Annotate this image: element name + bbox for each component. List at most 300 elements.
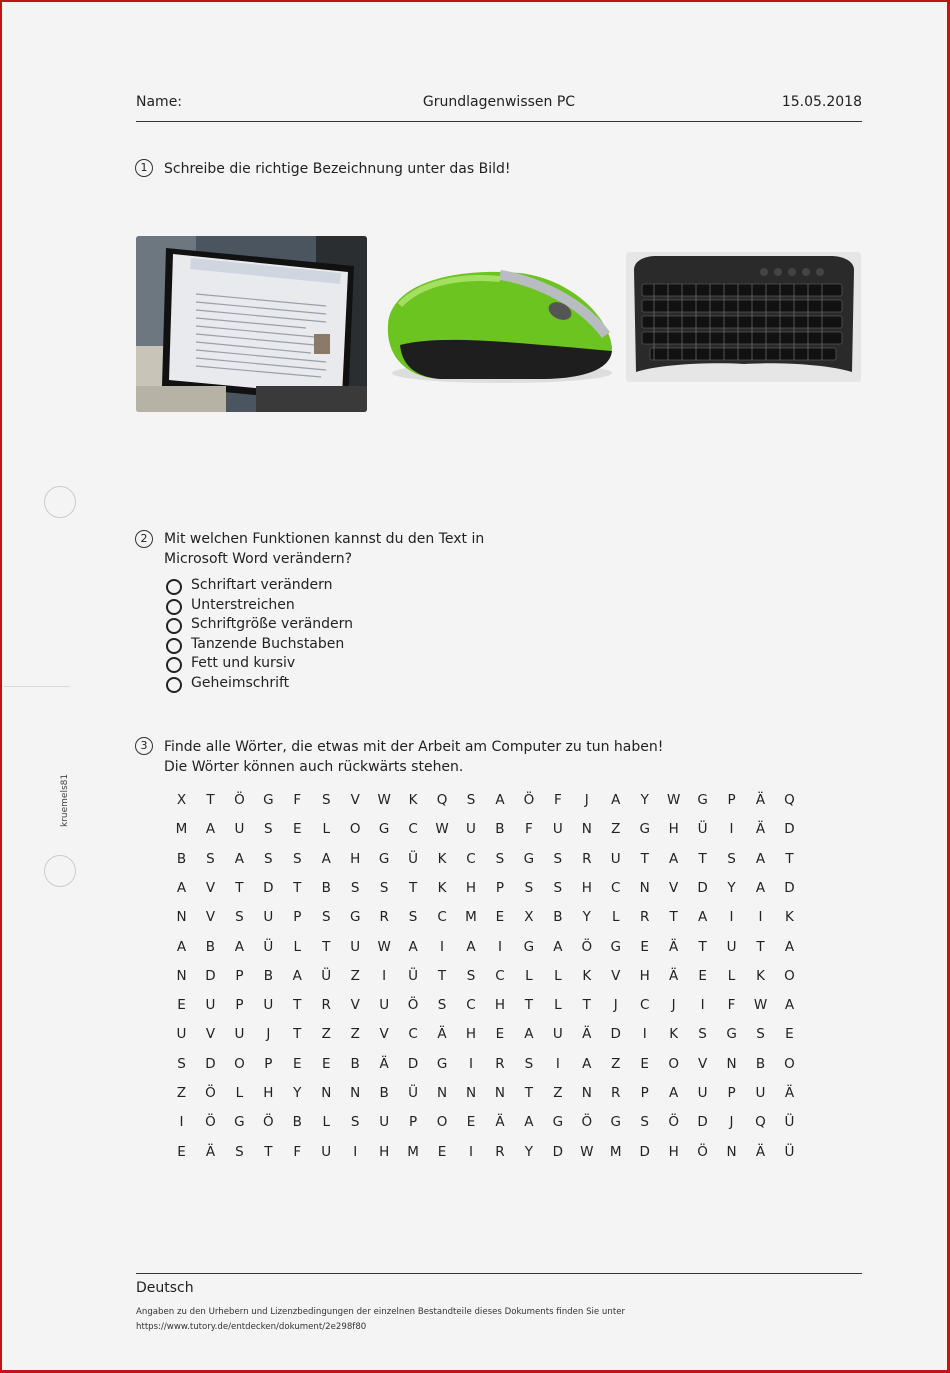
grid-letter[interactable]: T [524, 997, 534, 1014]
grid-letter[interactable]: G [610, 1114, 621, 1131]
grid-letter[interactable]: H [465, 879, 477, 896]
grid-letter[interactable]: S [321, 909, 331, 926]
grid-letter[interactable]: Z [350, 1026, 360, 1043]
grid-letter[interactable]: W [377, 792, 391, 808]
grid-letter[interactable]: S [350, 1114, 360, 1131]
radio-circle-icon[interactable] [166, 618, 182, 634]
grid-letter[interactable]: L [727, 967, 736, 984]
grid-letter[interactable]: Z [553, 1085, 563, 1101]
grid-letter[interactable]: A [669, 1085, 679, 1101]
grid-letter[interactable]: I [382, 967, 387, 984]
grid-letter[interactable]: Ü [784, 1114, 795, 1131]
grid-letter[interactable]: A [466, 938, 476, 955]
grid-letter[interactable]: S [321, 792, 331, 808]
grid-letter[interactable]: G [349, 909, 361, 926]
grid-letter[interactable]: T [698, 938, 707, 955]
grid-letter[interactable]: S [553, 850, 563, 867]
task2-number: 2 [135, 530, 153, 548]
grid-letter[interactable]: B [553, 909, 563, 926]
grid-letter[interactable]: Ö [234, 792, 245, 808]
grid-letter[interactable]: G [523, 938, 535, 955]
grid-letter[interactable]: U [610, 850, 621, 867]
grid-letter[interactable]: Ä [669, 938, 679, 955]
grid-letter[interactable]: N [639, 879, 650, 896]
grid-letter[interactable]: M [609, 1143, 622, 1160]
grid-letter[interactable]: C [437, 909, 447, 926]
grid-letter[interactable]: V [350, 997, 360, 1014]
grid-letter[interactable]: B [205, 938, 216, 955]
grid-letter[interactable]: P [235, 997, 244, 1014]
grid-letter[interactable]: S [698, 1026, 707, 1043]
grid-letter[interactable]: T [698, 850, 707, 867]
grid-letter[interactable]: N [581, 1085, 592, 1101]
grid-letter[interactable]: W [753, 997, 768, 1014]
grid-letter[interactable]: N [321, 1085, 332, 1101]
grid-letter[interactable]: I [700, 997, 705, 1014]
grid-letter[interactable]: T [235, 879, 244, 896]
grid-letter[interactable]: U [726, 938, 737, 955]
grid-letter[interactable]: Q [784, 792, 795, 808]
grid-letter[interactable]: I [353, 1143, 358, 1160]
grid-letter[interactable]: E [640, 938, 649, 955]
grid-letter[interactable]: V [697, 1055, 708, 1072]
grid-letter[interactable]: I [642, 1026, 647, 1043]
grid-letter[interactable]: F [293, 792, 302, 808]
grid-letter[interactable]: X [524, 909, 534, 926]
grid-letter[interactable]: I [440, 938, 445, 955]
grid-letter[interactable]: Ü [697, 821, 708, 838]
grid-letter[interactable]: D [784, 821, 795, 838]
grid-letter[interactable]: I [758, 909, 763, 926]
grid-letter[interactable]: U [552, 1026, 563, 1043]
grid-letter[interactable]: O [234, 1055, 245, 1072]
grid-letter[interactable]: Ä [669, 967, 679, 984]
grid-letter[interactable]: E [640, 1055, 649, 1072]
grid-letter[interactable]: R [611, 1085, 621, 1101]
grid-letter[interactable]: Ö [668, 1114, 679, 1131]
grid-letter[interactable]: V [205, 909, 216, 926]
grid-letter[interactable]: S [264, 850, 273, 867]
grid-letter[interactable]: Ö [581, 938, 593, 955]
grid-letter[interactable]: Ä [495, 1114, 505, 1131]
grid-letter[interactable]: H [263, 1085, 274, 1101]
grid-letter[interactable]: K [785, 909, 794, 926]
grid-letter[interactable]: T [293, 1026, 302, 1043]
grid-letter[interactable]: L [322, 821, 331, 838]
grid-letter[interactable]: Ü [784, 1143, 795, 1160]
grid-letter[interactable]: U [697, 1085, 708, 1101]
grid-letter[interactable]: P [409, 1114, 418, 1131]
grid-letter[interactable]: L [554, 997, 562, 1014]
grid-letter[interactable]: R [379, 909, 389, 926]
grid-letter[interactable]: Z [176, 1085, 187, 1101]
grid-letter[interactable]: L [235, 1085, 244, 1101]
grid-letter[interactable]: S [235, 1143, 244, 1160]
grid-letter[interactable]: K [669, 1026, 679, 1043]
grid-letter[interactable]: P [293, 909, 302, 926]
grid-letter[interactable]: L [293, 938, 302, 955]
grid-letter[interactable]: B [321, 879, 331, 896]
grid-letter[interactable]: A [582, 1055, 592, 1072]
grid-letter[interactable]: V [205, 879, 216, 896]
grid-letter[interactable]: C [611, 879, 621, 896]
grid-letter[interactable]: W [377, 938, 391, 955]
grid-letter[interactable]: G [726, 1026, 737, 1043]
grid-letter[interactable]: G [697, 792, 708, 808]
grid-letter[interactable]: I [179, 1114, 184, 1131]
grid-letter[interactable]: M [407, 1143, 419, 1160]
grid-letter[interactable]: A [755, 850, 766, 867]
grid-letter[interactable]: A [611, 792, 621, 808]
grid-letter[interactable]: Ö [697, 1143, 708, 1160]
grid-letter[interactable]: A [697, 909, 708, 926]
grid-row [167, 1144, 807, 1164]
grid-letter[interactable]: R [639, 909, 650, 926]
grid-letter[interactable]: A [495, 792, 505, 808]
grid-letter[interactable]: Z [350, 967, 360, 984]
grid-letter[interactable]: U [205, 997, 216, 1014]
grid-letter[interactable]: G [436, 1055, 448, 1072]
grid-letter[interactable]: R [495, 1055, 505, 1072]
grid-letter[interactable]: Ä [755, 1143, 766, 1160]
grid-letter[interactable]: U [263, 909, 274, 926]
grid-letter[interactable]: J [671, 997, 676, 1014]
grid-letter[interactable]: S [408, 909, 418, 926]
grid-letter[interactable]: T [322, 938, 331, 955]
grid-letter[interactable]: U [263, 997, 274, 1014]
grid-letter[interactable]: E [437, 1143, 447, 1160]
grid-letter[interactable]: Ö [523, 792, 535, 808]
grid-letter[interactable]: N [176, 909, 187, 926]
grid-letter[interactable]: Ö [205, 1085, 216, 1101]
grid-letter[interactable]: F [293, 1143, 302, 1160]
license-note-line1: Angaben zu den Urhebern und Lizenzbedingungen der einzelnen Bestandteile dieses Dokuments finden Sie unter [136, 1307, 626, 1317]
grid-letter[interactable]: G [639, 821, 650, 838]
grid-letter[interactable]: G [234, 1114, 245, 1131]
grid-letter[interactable]: T [524, 1085, 534, 1101]
grid-letter[interactable]: L [322, 1114, 331, 1131]
grid-letter[interactable]: S [524, 1055, 534, 1072]
grid-letter[interactable]: Y [727, 879, 736, 896]
grid-letter[interactable]: N [350, 1085, 361, 1101]
grid-letter[interactable]: S [264, 821, 273, 838]
grid-letter[interactable]: H [350, 850, 361, 867]
grid-letter[interactable]: H [465, 1026, 477, 1043]
grid-letter[interactable]: S [524, 879, 534, 896]
grid-letter[interactable]: N [726, 1055, 737, 1072]
grid-letter[interactable]: E [293, 821, 302, 838]
grid-letter[interactable]: D [610, 1026, 621, 1043]
grid-letter[interactable]: L [611, 909, 620, 926]
grid-letter[interactable]: T [293, 997, 302, 1014]
grid-letter[interactable]: D [697, 879, 708, 896]
grid-letter[interactable]: Z [611, 1055, 621, 1072]
grid-letter[interactable]: T [437, 967, 447, 984]
grid-letter[interactable]: K [437, 850, 447, 867]
grid-letter[interactable]: A [176, 879, 187, 896]
grid-letter[interactable]: C [639, 997, 650, 1014]
grid-letter[interactable]: H [668, 821, 679, 838]
grid-letter[interactable]: Z [321, 1026, 331, 1043]
grid-letter[interactable]: P [264, 1055, 273, 1072]
fold-mark [4, 686, 70, 687]
grid-letter[interactable]: U [234, 821, 245, 838]
grid-letter[interactable]: D [205, 967, 216, 984]
grid-letter[interactable]: Q [436, 792, 448, 808]
grid-letter[interactable]: D [205, 1055, 216, 1072]
grid-letter[interactable]: V [669, 879, 679, 896]
grid-letter[interactable]: S [495, 850, 505, 867]
grid-letter[interactable]: A [755, 879, 766, 896]
grid-letter[interactable]: I [469, 1055, 473, 1072]
grid-letter[interactable]: S [206, 850, 215, 867]
grid-letter[interactable]: A [234, 938, 245, 955]
grid-letter[interactable]: L [554, 967, 562, 984]
grid-letter[interactable]: R [321, 997, 331, 1014]
grid-letter[interactable]: S [466, 792, 476, 808]
grid-letter[interactable]: R [582, 850, 592, 867]
grid-letter[interactable]: G [263, 792, 274, 808]
grid-letter[interactable]: A [784, 938, 795, 955]
grid-letter[interactable]: T [756, 938, 765, 955]
radio-circle-icon[interactable] [166, 638, 182, 654]
grid-letter[interactable]: G [378, 850, 390, 867]
grid-letter[interactable]: G [378, 821, 390, 838]
grid-letter[interactable]: M [465, 909, 477, 926]
grid-letter[interactable]: A [784, 997, 795, 1014]
grid-letter[interactable]: T [264, 1143, 273, 1160]
grid-letter[interactable]: S [379, 879, 389, 896]
grid-letter[interactable]: D [784, 879, 795, 896]
grid-letter[interactable]: N [465, 1085, 477, 1101]
grid-letter[interactable]: U [321, 1143, 332, 1160]
grid-letter[interactable]: B [495, 821, 505, 838]
grid-letter[interactable]: P [727, 1085, 736, 1101]
radio-circle-icon[interactable] [166, 599, 182, 615]
grid-letter[interactable]: Ü [263, 938, 274, 955]
grid-letter[interactable]: A [524, 1114, 534, 1131]
grid-letter[interactable]: K [582, 967, 592, 984]
grid-letter[interactable]: Ö [581, 1114, 593, 1131]
grid-letter[interactable]: U [466, 821, 476, 838]
grid-letter[interactable]: Ä [784, 1085, 795, 1101]
grid-letter[interactable]: A [321, 850, 331, 867]
grid-letter[interactable]: D [263, 879, 274, 896]
grid-row [167, 1085, 807, 1105]
grid-letter[interactable]: W [666, 792, 681, 808]
grid-letter[interactable]: I [469, 1143, 473, 1160]
grid-letter[interactable]: N [581, 821, 592, 838]
grid-letter[interactable]: Ä [755, 792, 766, 808]
grid-letter[interactable]: P [640, 1085, 649, 1101]
grid-letter[interactable]: C [495, 967, 505, 984]
grid-letter[interactable]: D [407, 1055, 419, 1072]
grid-letter[interactable]: J [729, 1114, 734, 1131]
grid-letter[interactable]: I [555, 1055, 560, 1072]
grid-letter[interactable]: Ü [408, 1085, 419, 1101]
grid-letter[interactable]: S [437, 997, 447, 1014]
grid-letter[interactable]: O [349, 821, 361, 838]
grid-letter[interactable]: S [235, 909, 244, 926]
grid-letter[interactable]: N [726, 1143, 737, 1160]
grid-letter[interactable]: V [611, 967, 621, 984]
grid-letter[interactable]: K [437, 879, 447, 896]
grid-letter[interactable]: U [379, 1114, 390, 1131]
grid-letter[interactable]: J [266, 1026, 271, 1043]
grid-letter[interactable]: T [669, 909, 678, 926]
grid-letter[interactable]: U [755, 1085, 766, 1101]
grid-letter[interactable]: C [466, 997, 476, 1014]
grid-letter[interactable]: A [176, 938, 187, 955]
grid-letter[interactable]: P [235, 967, 244, 984]
grid-letter[interactable]: W [435, 821, 449, 838]
grid-letter[interactable]: K [408, 792, 418, 808]
grid-letter[interactable]: Q [755, 1114, 766, 1131]
grid-letter[interactable]: T [408, 879, 418, 896]
grid-letter[interactable]: I [729, 821, 734, 838]
grid-letter[interactable]: L [525, 967, 533, 984]
grid-letter[interactable]: S [293, 850, 302, 867]
grid-letter[interactable]: O [784, 967, 795, 984]
grid-letter[interactable]: A [553, 938, 563, 955]
grid-letter[interactable]: U [176, 1026, 187, 1043]
grid-letter[interactable]: Y [640, 792, 649, 808]
grid-letter[interactable]: J [613, 997, 618, 1014]
grid-letter[interactable]: G [552, 1114, 564, 1131]
grid-letter[interactable]: B [350, 1055, 360, 1072]
grid-letter[interactable]: E [785, 1026, 794, 1043]
grid-letter[interactable]: Y [524, 1143, 534, 1160]
license-note-url: https://www.tutory.de/entdecken/dokument/2e298f80 [136, 1322, 367, 1332]
grid-letter[interactable]: W [580, 1143, 594, 1160]
grid-letter[interactable]: V [205, 1026, 216, 1043]
grid-letter[interactable]: E [698, 967, 707, 984]
grid-letter[interactable]: S [756, 1026, 765, 1043]
grid-letter[interactable]: F [727, 997, 736, 1014]
grid-letter[interactable]: U [379, 997, 390, 1014]
grid-letter[interactable]: U [552, 821, 563, 838]
grid-letter[interactable]: Y [293, 1085, 302, 1101]
grid-letter[interactable]: T [206, 792, 215, 808]
grid-letter[interactable]: N [176, 967, 187, 984]
grid-letter[interactable]: D [639, 1143, 650, 1160]
grid-letter[interactable]: F [525, 821, 533, 838]
grid-letter[interactable]: R [495, 1143, 505, 1160]
grid-letter[interactable]: C [466, 850, 476, 867]
grid-letter[interactable]: B [176, 850, 187, 867]
grid-letter[interactable]: Ö [263, 1114, 274, 1131]
grid-letter[interactable]: A [205, 821, 216, 838]
grid-letter[interactable]: D [552, 1143, 564, 1160]
radio-circle-icon[interactable] [166, 657, 182, 673]
grid-letter[interactable]: I [497, 938, 502, 955]
grid-letter[interactable]: C [408, 821, 418, 838]
grid-letter[interactable]: B [263, 967, 273, 984]
grid-letter[interactable]: Ä [437, 1026, 447, 1043]
grid-letter[interactable]: S [727, 850, 736, 867]
grid-letter[interactable]: E [177, 1143, 186, 1160]
grid-letter[interactable]: J [584, 792, 589, 808]
radio-circle-icon[interactable] [166, 579, 182, 595]
grid-letter[interactable]: E [466, 1114, 476, 1131]
grid-letter[interactable]: T [582, 997, 591, 1014]
grid-letter[interactable]: Ä [205, 1143, 216, 1160]
grid-letter[interactable]: H [581, 879, 592, 896]
grid-letter[interactable]: T [785, 850, 794, 867]
grid-letter[interactable]: B [755, 1055, 766, 1072]
radio-circle-icon[interactable] [166, 677, 182, 693]
grid-letter[interactable]: E [495, 1026, 505, 1043]
grid-letter[interactable]: B [379, 1085, 389, 1101]
grid-letter[interactable]: T [640, 850, 649, 867]
grid-letter[interactable]: Ä [755, 821, 766, 838]
grid-letter[interactable]: O [436, 1114, 448, 1131]
grid-letter[interactable]: V [350, 792, 360, 808]
grid-letter[interactable]: S [177, 1055, 186, 1072]
grid-letter[interactable]: E [321, 1055, 331, 1072]
grid-letter[interactable]: Ö [205, 1114, 216, 1131]
grid-letter[interactable]: E [293, 1055, 302, 1072]
grid-letter[interactable]: Ö [407, 997, 419, 1014]
grid-letter[interactable]: Ü [321, 967, 332, 984]
grid-letter[interactable]: V [379, 1026, 389, 1043]
grid-letter[interactable]: P [727, 792, 736, 808]
grid-letter[interactable]: O [784, 1055, 795, 1072]
grid-letter[interactable]: F [553, 792, 562, 808]
grid-letter[interactable]: B [292, 1114, 302, 1131]
grid-letter[interactable]: E [177, 997, 186, 1014]
grid-letter[interactable]: S [640, 1114, 649, 1131]
grid-letter[interactable]: Y [582, 909, 591, 926]
grid-letter[interactable]: E [495, 909, 505, 926]
grid-letter[interactable]: C [408, 1026, 418, 1043]
grid-letter[interactable]: I [729, 909, 734, 926]
mouse-image [380, 265, 612, 385]
grid-letter[interactable]: S [553, 879, 563, 896]
grid-letter[interactable]: Ä [582, 1026, 592, 1043]
grid-letter[interactable]: S [350, 879, 360, 896]
grid-letter[interactable]: S [466, 967, 476, 984]
grid-letter[interactable]: Ü [408, 967, 419, 984]
grid-letter[interactable]: H [494, 997, 506, 1014]
grid-letter[interactable]: U [234, 1026, 245, 1043]
grid-letter[interactable]: N [436, 1085, 448, 1101]
grid-letter[interactable]: Ä [379, 1055, 389, 1072]
grid-letter[interactable]: G [523, 850, 535, 867]
grid-letter[interactable]: M [175, 821, 188, 838]
grid-letter[interactable]: A [408, 938, 418, 955]
grid-letter[interactable]: O [668, 1055, 679, 1072]
grid-letter[interactable]: H [668, 1143, 679, 1160]
grid-letter[interactable]: D [697, 1114, 708, 1131]
grid-letter[interactable]: P [495, 879, 505, 896]
grid-letter[interactable]: A [292, 967, 302, 984]
grid-letter[interactable]: X [176, 792, 187, 808]
grid-letter[interactable]: Z [611, 821, 621, 838]
grid-letter[interactable]: N [494, 1085, 505, 1101]
grid-letter[interactable]: T [293, 879, 302, 896]
grid-letter[interactable]: H [639, 967, 650, 984]
grid-letter[interactable]: G [610, 938, 621, 955]
grid-letter[interactable]: A [669, 850, 679, 867]
subject-label: Deutsch [136, 1280, 194, 1296]
grid-letter[interactable]: Ü [408, 850, 419, 867]
grid-letter[interactable]: K [756, 967, 765, 984]
grid-letter[interactable]: A [234, 850, 245, 867]
grid-letter[interactable]: H [379, 1143, 390, 1160]
grid-letter[interactable]: U [350, 938, 361, 955]
grid-letter[interactable]: A [524, 1026, 534, 1043]
